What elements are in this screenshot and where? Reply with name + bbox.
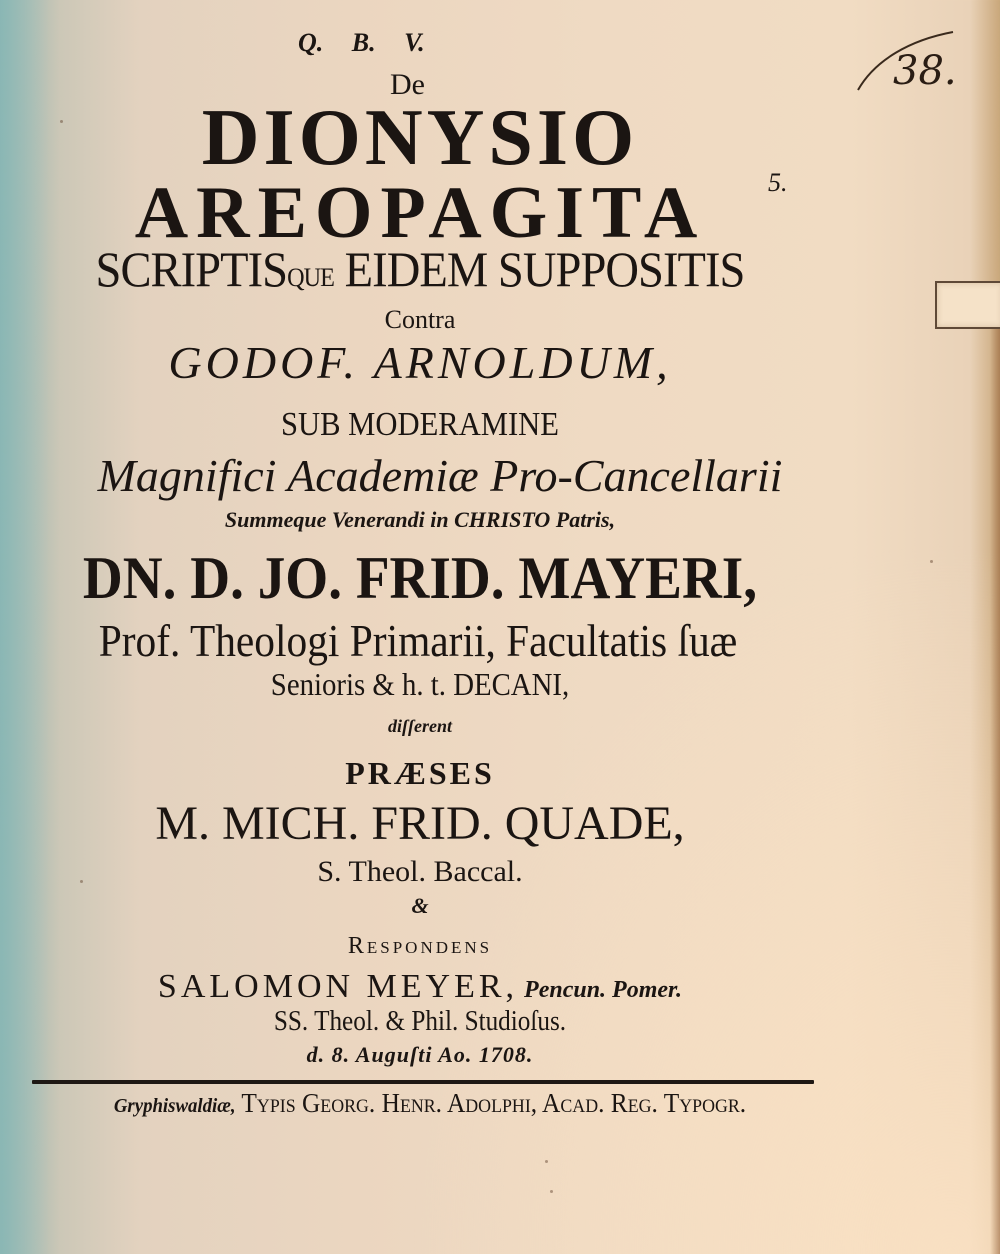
signature-mark: 5. [768,168,788,197]
title-dionysio: DIONYSIO [201,94,639,182]
imprint-printer: Typis Georg. Henr. Adolphi, Acad. Reg. Typogr. [235,1088,747,1118]
title-areopagita: AREOPAGITA [134,172,706,254]
contra-label: Contra [384,305,456,334]
paper-speck [930,560,933,563]
conjunction-et: & [411,893,429,918]
imprint-divider [32,1080,814,1084]
imprint-city: Gryphiswaldiæ, [113,1095,236,1117]
respondens-study: SS. Theol. & Phil. Studioſus. [273,1006,567,1037]
imprint-line [54,1090,806,1117]
respondens-label: Respondens [347,933,493,959]
praeses-name: M. MICH. FRID. QUADE, [155,797,685,850]
respondens-name: SALOMON MEYER, [157,968,519,1005]
sub-moderamine-label: SUB MODERAMINE [281,406,559,443]
respondens-line [0,970,840,1004]
header-abbreviation: Q. B. V. [298,28,425,57]
moderator-name: DN. D. JO. FRID. MAYERI, [82,545,758,611]
handwritten-page-number: 38. [893,48,957,94]
opponent-name: GODOF. ARNOLDUM, [168,337,672,388]
title-que: QUE [287,263,334,292]
praeses-degree: S. Theol. Baccal. [317,855,523,888]
title-scriptis: SCRIPTIS [95,241,288,297]
paper-speck [550,1190,553,1193]
title-eidem-suppositis: EIDEM SUPPOSITIS [333,241,745,297]
title-scriptisque [29,241,810,297]
moderator-position-line2: Senioris & h. t. DECANI, [270,666,570,702]
page-edge-shadow [990,320,1000,1254]
paper-bookmark-tab [935,281,1000,329]
moderator-position: Prof. Theologi Primarii, Facultatis ſuæ [98,615,738,666]
defense-date: d. 8. Auguſti Ao. 1708. [306,1042,534,1067]
moderator-title: Magnifici Academiæ Pro-Cancellarii [97,450,783,501]
differunt-label: diſſerent [388,716,452,736]
respondens-origin: Pencun. Pomer. [518,977,683,1003]
moderator-epithet: Summeque Venerandi in CHRISTO Patris, [224,507,616,532]
paper-speck [545,1160,548,1163]
preposition-de: De [390,68,425,101]
praeses-label: PRÆSES [345,755,495,791]
